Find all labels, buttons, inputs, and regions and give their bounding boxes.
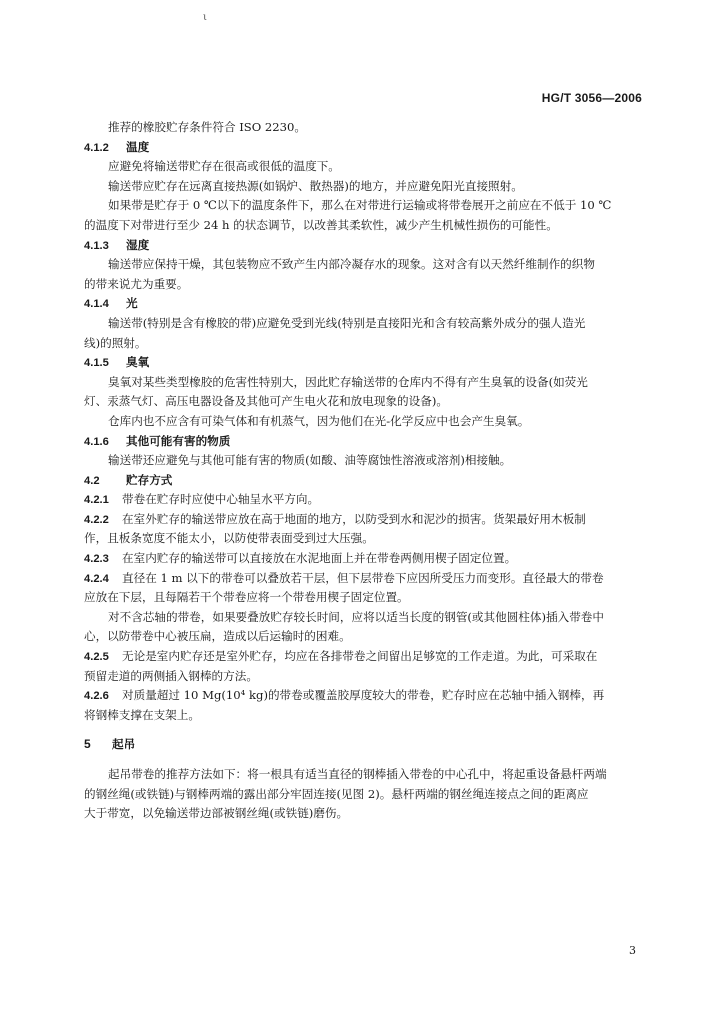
clause-heading	[84, 471, 644, 491]
paragraph-text: 对质量超过 10 Mg(10⁴ kg)的带卷或覆盖胶厚度较大的带卷，贮存时应在芯轴中插入钢棒，再	[122, 688, 605, 703]
paragraph-continuation: 作，且板条宽度不能太小，以防使带表面受到过大压强。	[84, 531, 374, 546]
paragraph-continuation: 将钢棒支撑在支架上。	[84, 707, 200, 722]
clause-number: 4.1.2	[84, 141, 109, 154]
clause-heading	[84, 236, 644, 256]
paragraph-continuation: 大于带宽，以免输送带边部被钢丝绳(或铁链)磨伤。	[84, 806, 349, 821]
clause-number: 4.1.4	[84, 298, 109, 311]
paragraph-line: 应避免将输送带贮存在很高或很低的温度下。	[108, 159, 340, 174]
document-body	[84, 118, 644, 824]
clause-title: 其他可能有害的物质	[126, 433, 231, 448]
numbered-paragraph	[84, 686, 644, 706]
paragraph-continuation: 的钢丝绳(或铁链)与钢棒两端的露出部分牢固连接(见图 2)。悬杆两端的钢丝绳连接点之间的距离应	[84, 786, 589, 801]
paragraph-line: 仓库内也不应含有可染气体和有机蒸气，因为他们在光-化学反应中也会产生臭氧。	[108, 413, 530, 428]
clause-heading	[84, 138, 644, 158]
paragraph-continuation: 预留走道的两侧插入钢棒的方法。	[84, 668, 258, 683]
paragraph-continuation: 的温度下对带进行至少 24 h 的状态调节，以改善其柔软性，减少产生机械性损伤的可能性。	[84, 217, 558, 232]
clause-number: 4.2.4	[84, 572, 109, 585]
numbered-paragraph	[84, 510, 644, 530]
section-gap	[84, 755, 644, 765]
paragraph-line: 输送带应贮存在远离直接热源(如锅炉、散热器)的地方，并应避免阳光直接照射。	[108, 178, 523, 193]
paragraph-line: 如果带是贮存于 0 ℃以下的温度条件下，那么在对带进行运输或将带卷展开之前应在不低于 10 ℃	[108, 198, 612, 213]
section-heading	[84, 735, 644, 755]
clause-number: 4.1.6	[84, 435, 109, 448]
clause-number: 4.2.5	[84, 651, 109, 664]
paragraph-continuation: 灯、汞蒸气灯、高压电器设备及其他可产生电火花和放电现象的设备)。	[84, 394, 448, 409]
clause-number: 4.2.1	[84, 494, 109, 507]
section-number: 5	[84, 737, 91, 752]
paragraph-line: 对不含芯轴的带卷，如果要叠放贮存较长时间，应将以适当长度的钢管(或其他圆柱体)插入带卷中	[108, 609, 604, 624]
scan-speck: ι	[203, 12, 207, 23]
paragraph-continuation: 线)的照射。	[84, 335, 147, 350]
clause-number: 4.2	[84, 474, 100, 487]
clause-number: 4.2.2	[84, 513, 109, 526]
clause-number: 4.2.6	[84, 690, 109, 703]
paragraph-text: 无论是室内贮存还是室外贮存，均应在各排带卷之间留出足够宽的工作走道。为此，可采取在	[122, 649, 598, 664]
paragraph-line: 输送带还应避免与其他可能有害的物质(如酸、油等腐蚀性溶液或溶剂)相接触。	[108, 453, 512, 468]
paragraph-continuation: 应放在下层，且每隔若干个带卷应将一个带卷用楔子固定位置。	[84, 590, 409, 605]
clause-title: 光	[126, 296, 138, 311]
paragraph-line: 输送带(特别是含有橡胶的带)应避免受到光线(特别是直接阳光和含有较高紫外成分的强人造光	[108, 315, 586, 330]
clause-number: 4.2.3	[84, 553, 109, 566]
paragraph-continuation: 的带来说尤为重要。	[84, 276, 189, 291]
clause-title: 贮存方式	[126, 472, 173, 487]
paragraph-text: 在室内贮存的输送带可以直接放在水泥地面上并在带卷两侧用楔子固定位置。	[122, 551, 517, 566]
paragraph-line: 起吊带卷的推荐方法如下：将一根具有适当直径的钢棒插入带卷的中心孔中，将起重设备悬杆两端	[108, 767, 607, 781]
numbered-paragraph	[84, 549, 644, 569]
section-gap	[84, 725, 644, 735]
clause-number: 4.1.3	[84, 239, 109, 252]
clause-title: 臭氧	[126, 355, 150, 370]
paragraph-text: 带卷在贮存时应使中心轴呈水平方向。	[122, 492, 320, 507]
clause-title: 湿度	[126, 237, 150, 252]
clause-heading	[84, 353, 644, 373]
clause-heading	[84, 294, 644, 314]
numbered-paragraph	[84, 647, 644, 667]
clause-number: 4.1.5	[84, 357, 109, 370]
paragraph-continuation: 心，以防带卷中心被压扁，造成以后运输时的困难。	[84, 629, 351, 644]
clause-title: 温度	[126, 139, 150, 154]
paragraph-line: 臭氧对某些类型橡胶的危害性特别大，因此贮存输送带的仓库内不得有产生臭氧的设备(如荧光	[108, 374, 588, 389]
clause-heading	[84, 432, 644, 452]
numbered-paragraph	[84, 490, 644, 510]
standard-number: HG/T 3056—2006	[541, 91, 642, 105]
paragraph-text: 在室外贮存的输送带应放在高于地面的地方，以防受到水和泥沙的损害。货架最好用木板制	[122, 511, 586, 526]
paragraph-line: 推荐的橡胶贮存条件符合 ISO 2230。	[108, 120, 307, 134]
paragraph-line: 输送带应保持干燥，其包装物应不致产生内部冷凝存水的现象。这对含有以天然纤维制作的织物	[108, 257, 595, 272]
numbered-paragraph	[84, 569, 644, 589]
section-title: 起吊	[112, 737, 136, 752]
paragraph-text: 直径在 1 m 以下的带卷可以叠放若干层，但下层带卷下应因所受压力而变形。直径最大的带卷	[122, 570, 604, 585]
page-number: 3	[629, 944, 636, 957]
